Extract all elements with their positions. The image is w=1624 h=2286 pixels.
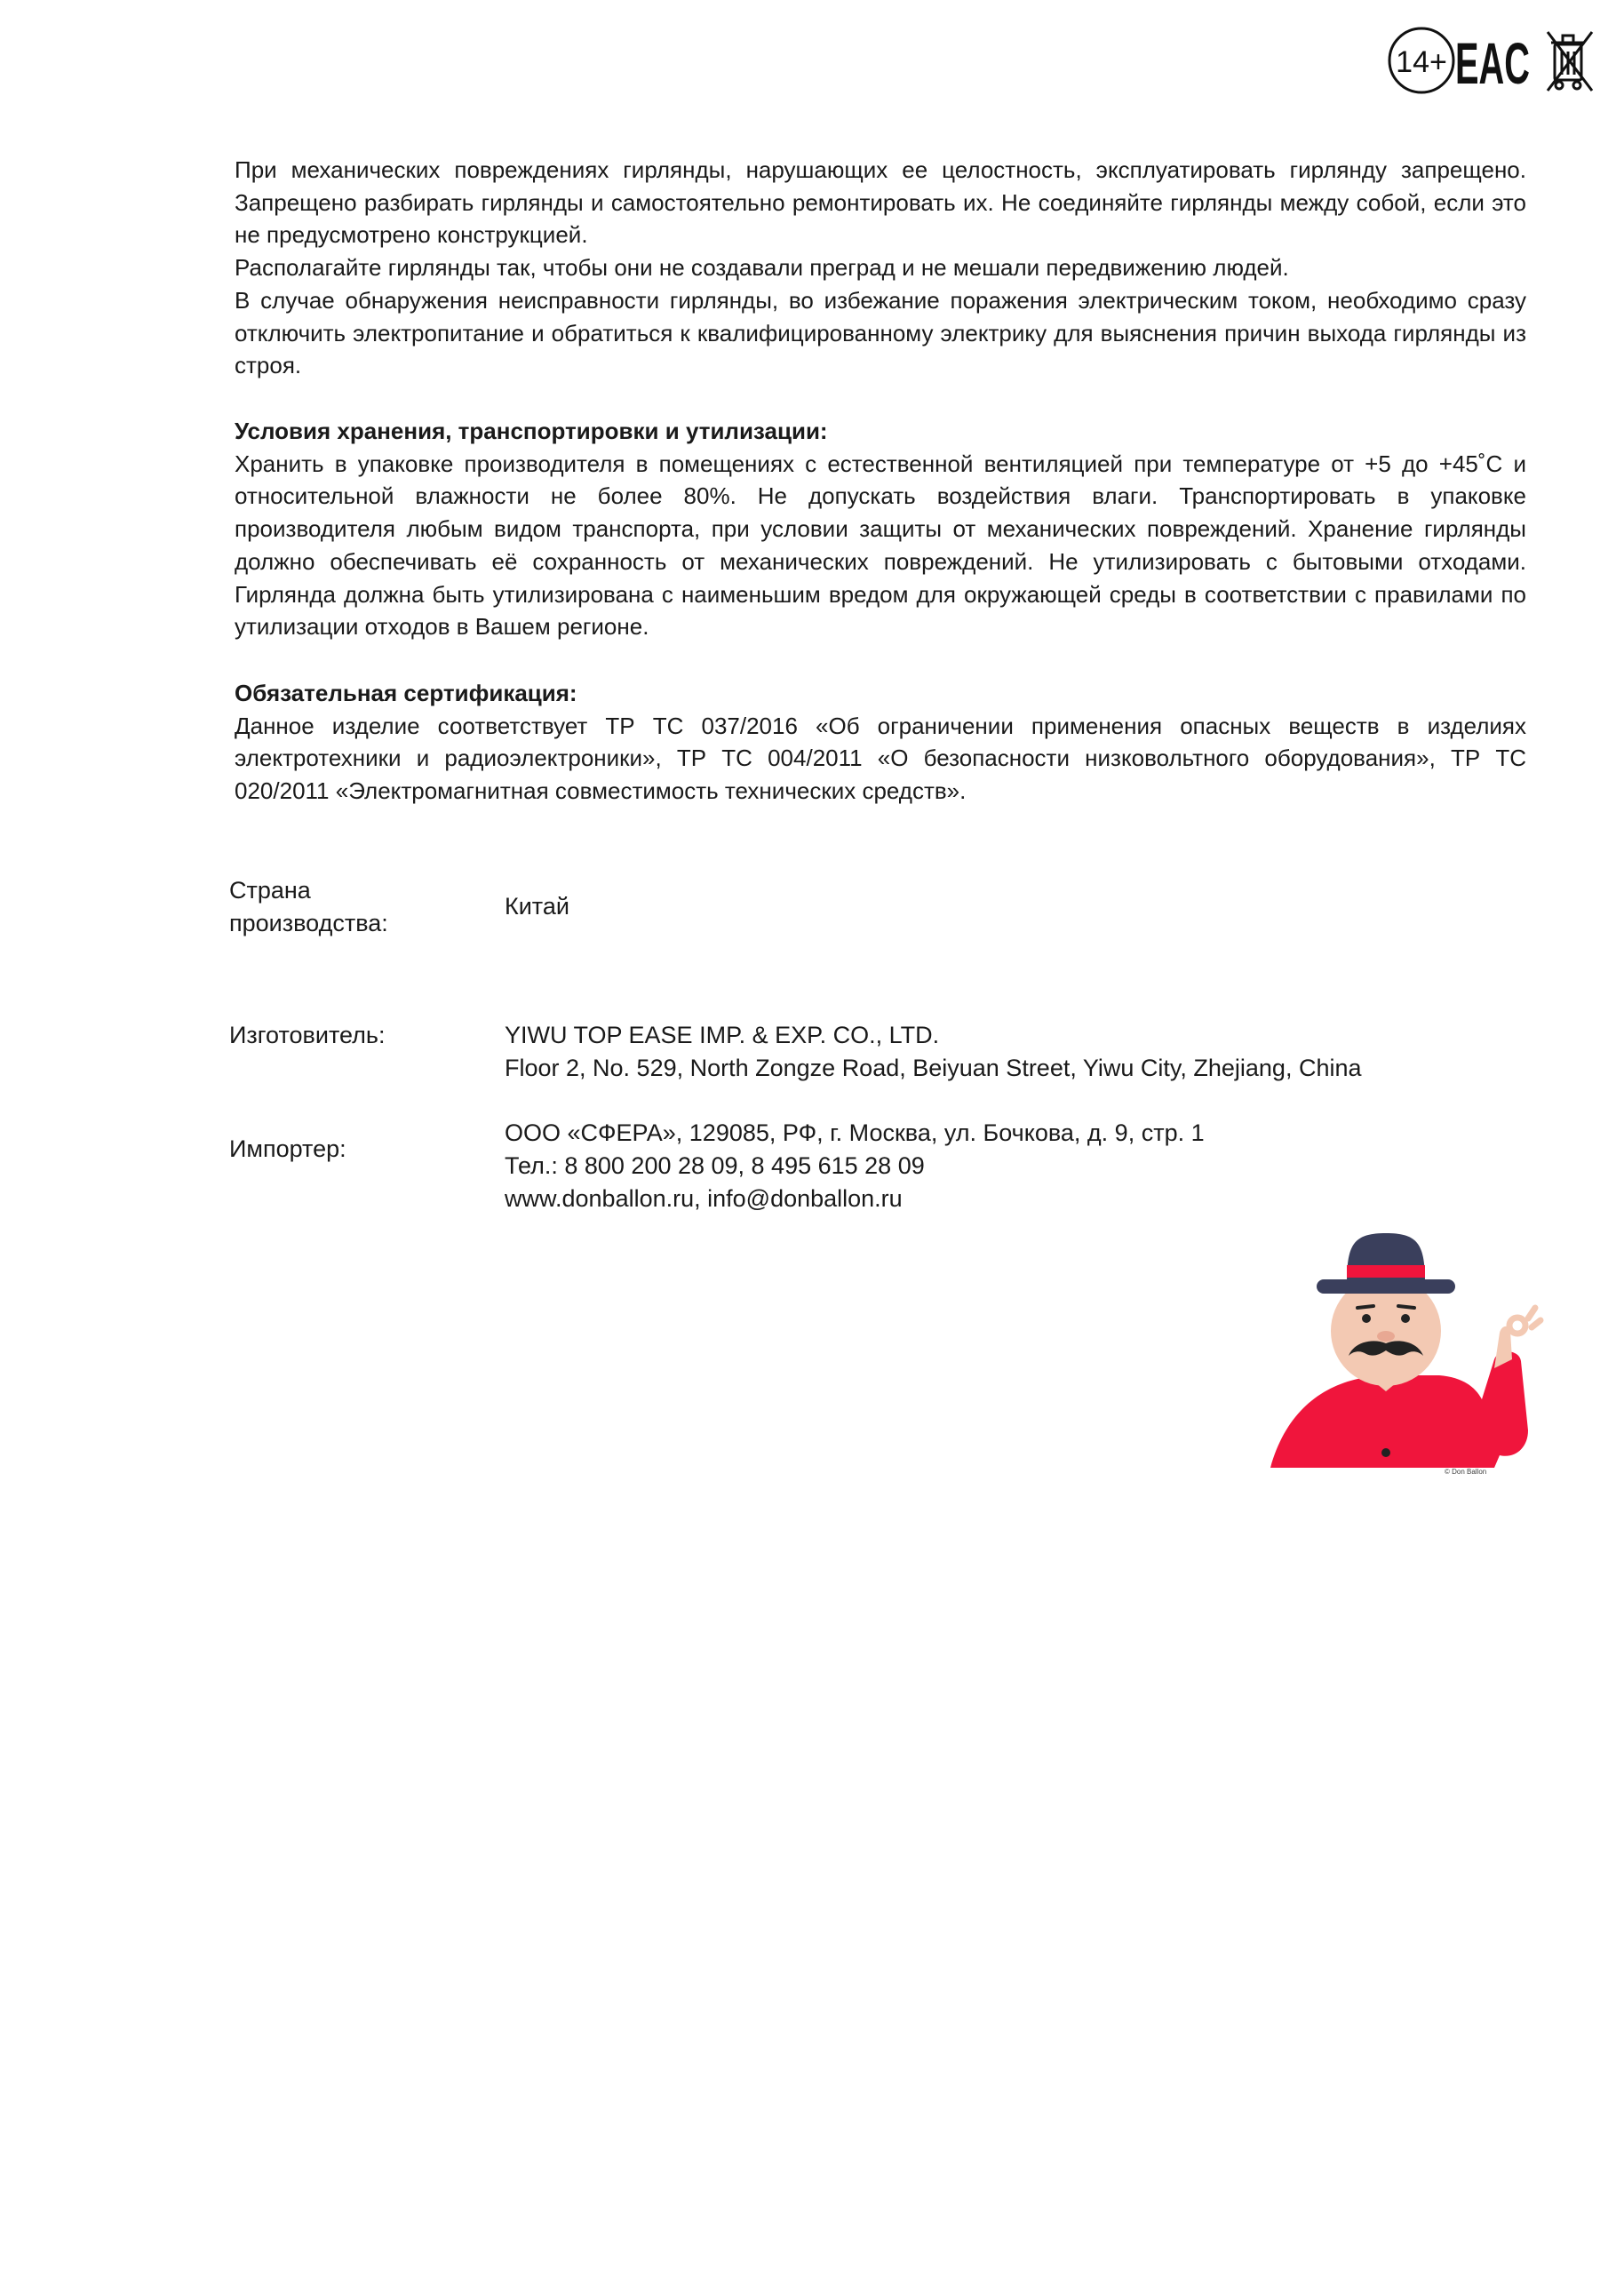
storage-heading: Условия хранения, транспортировки и утилизации: xyxy=(235,418,828,444)
manufacturer-address: Floor 2, No. 529, North Zongze Road, Beiyuan Street, Yiwu City, Zhejiang, China xyxy=(505,1055,1362,1081)
don-ballon-mascot-icon xyxy=(1262,1226,1546,1493)
age-rating-text: 14+ xyxy=(1396,45,1447,79)
safety-paragraph-malfunction: В случае обнаружения неисправности гирлянды, во избежание поражения электрическим током, необходимо сразу отключить электропитание и обратиться к квалифицированному электрику для выяснения причин выхода гирлянды из строя. xyxy=(235,286,1526,379)
storage-text: Хранить в упаковке производителя в помещениях с естественной вентиляцией при температуре от +5 до +45˚С и относительной влажности не более 80%. Не допускать воздействия влаги. Транспортировать в упаковке производителя любым видом транспорта, при условии защиты от механических повреждений. Хранение гирлянды должно обеспечивать её сохранность от механических повреждений. Не утилизировать с бытовыми отходами. Гирлянда должна быть утилизирована с наименьшим вредом для окружающей среды в соответствии с правилами по утилизации отходов в Вашем регионе. xyxy=(235,450,1526,641)
safety-paragraph-damage: При механических повреждениях гирлянды, нарушающих ее целостность, эксплуатировать гирлянду запрещено. Запрещено разбирать гирлянды и самостоятельно ремонтировать их. Не соединяйте гирлянды между собой, если это не предусмотрено конструкцией. xyxy=(235,156,1526,249)
safety-paragraph-placement: Располагайте гирлянды так, чтобы они не создавали преград и не мешали передвижению людей. xyxy=(235,254,1289,282)
mascot-button xyxy=(1381,1448,1390,1457)
importer-name: ООО «СФЕРА», 129085, РФ, г. Москва, ул. Бочкова, д. 9, стр. 1 xyxy=(505,1119,1205,1146)
importer-value xyxy=(505,1117,1571,1215)
storage-section xyxy=(235,415,1526,643)
eac-mark-icon xyxy=(1455,30,1530,96)
manufacturer-label: Изготовитель: xyxy=(229,1022,386,1048)
country-value: Китай xyxy=(505,893,569,920)
crossed-out-bin-icon xyxy=(1548,32,1592,91)
certification-marks xyxy=(1386,25,1599,96)
eac-mark-text: EAC xyxy=(1455,30,1530,96)
certification-heading: Обязательная сертификация: xyxy=(235,680,577,706)
age-rating-icon xyxy=(1389,28,1453,92)
importer-web: www.donballon.ru, info@donballon.ru xyxy=(505,1185,903,1212)
manufacturer-name: YIWU TOP EASE IMP. & EXP. CO., LTD. xyxy=(505,1022,940,1048)
importer-phone: Тел.: 8 800 200 28 09, 8 495 615 28 09 xyxy=(505,1152,925,1179)
country-label: Страна производства: xyxy=(229,877,388,936)
mascot-copyright: © Don Ballon xyxy=(1445,1468,1487,1476)
manufacturer-value xyxy=(505,1019,1571,1085)
certification-text: Данное изделие соответствует ТР ТС 037/2016 «Об ограничении применения опасных веществ в изделиях электротехники и радиоэлектроники», ТР ТС 004/2011 «О безопасности низковольтного оборудования», ТР ТС 020/2011 «Электромагнитная совместимость технических средств». xyxy=(235,712,1526,805)
safety-section xyxy=(235,154,1526,382)
certification-section xyxy=(235,677,1526,808)
importer-label: Импортер: xyxy=(229,1135,346,1162)
mascot-hat-band xyxy=(1347,1265,1425,1278)
